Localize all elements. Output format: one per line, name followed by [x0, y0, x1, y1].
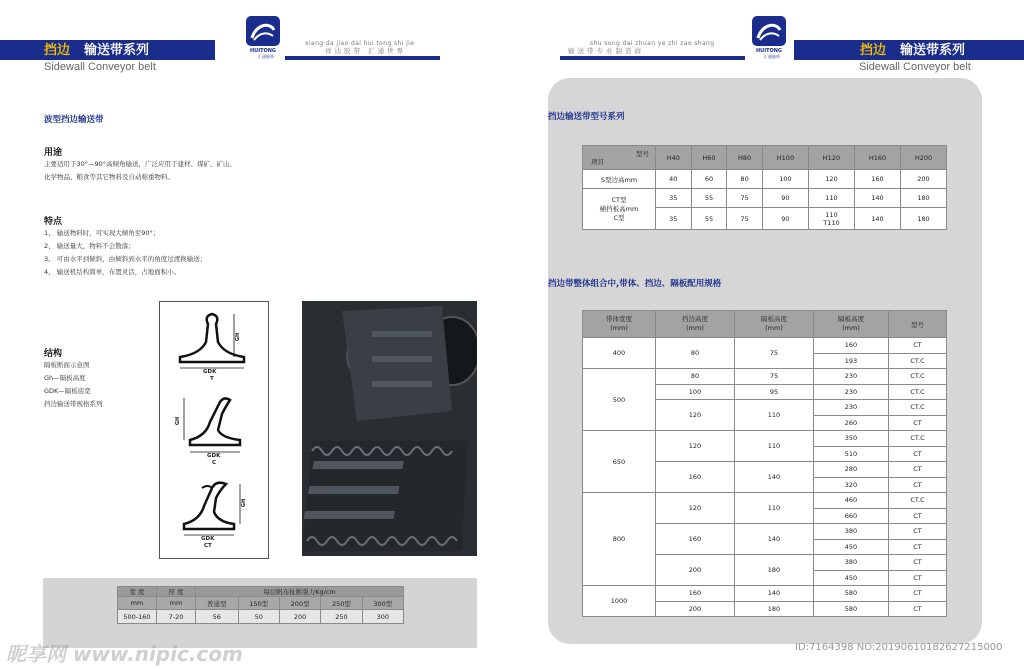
cleat-value-cell: 460 [814, 493, 889, 509]
belt-photo-illustration [302, 301, 477, 556]
model-table [582, 145, 947, 230]
value-cell: 160 [854, 170, 900, 189]
logo-caption: 汇通胶带 [764, 54, 780, 59]
table-row [583, 146, 947, 170]
value-cell: 80 [727, 170, 763, 189]
model-type-cell: CT [889, 477, 947, 493]
table-row [583, 586, 947, 602]
feature-item: 4、 输送机结构简单，布置灵活，占地面积小。 [44, 268, 181, 276]
sidewall-height-cell: 80 [656, 338, 735, 369]
unit-cell: mm [157, 597, 196, 610]
cleat-height-cell: 180 [735, 601, 814, 617]
value-cell: 35 [656, 189, 692, 208]
model-type-cell: CT [889, 570, 947, 586]
type-cell: 250型 [321, 597, 362, 610]
company-logo-right [752, 16, 792, 60]
structure-list [44, 359, 103, 411]
model-header: H60 [691, 146, 727, 170]
logo-wordmark: HUITONG [249, 48, 277, 54]
sidewall-belt-photo [302, 301, 477, 556]
model-type-cell: CT [889, 555, 947, 571]
header-cell: 隔板高度 (mm) [814, 311, 889, 338]
row-label: S型边高mm [583, 170, 656, 189]
title-highlight: 挡边 [860, 43, 887, 58]
cleat-height-cell: 140 [735, 462, 814, 493]
table-row [118, 610, 404, 624]
cleat-value-cell: 380 [814, 524, 889, 540]
features-list [44, 227, 206, 279]
model-type-cell: CT [889, 539, 947, 555]
model-type-cell: CT.C [889, 493, 947, 509]
cleat-height-cell: 110 [735, 431, 814, 462]
value-cell: 56 [196, 610, 239, 624]
belt-width-cell: 1000 [583, 586, 656, 617]
motto-right-pinyin: shu song dai zhuan ye zhi zao shang [590, 40, 715, 47]
use-line: 化学物品、粮食等其它物料及自动称重物料。 [44, 173, 174, 181]
motto-right-cn: 输送带专业制造商 [568, 47, 644, 55]
table-row [583, 369, 947, 385]
model-type-cell: CT.C [889, 431, 947, 447]
sidewall-height-cell: 200 [656, 601, 735, 617]
model-type-cell: CT.C [889, 369, 947, 385]
structure-item: 挡边输送带规格系列 [44, 400, 103, 408]
corner-top-label: 型号 [636, 150, 649, 158]
value-cell: 90 [762, 208, 808, 230]
model-header: H40 [656, 146, 692, 170]
model-type-cell: CT [889, 415, 947, 431]
cleat-height-cell: 95 [735, 384, 814, 400]
value-cell: 55 [691, 189, 727, 208]
value-line: 110 [825, 210, 838, 219]
feature-item: 3、 可由水平到倾斜，由倾斜到水平的角度过渡换输送； [44, 255, 207, 263]
right-subtitle: Sidewall Conveyor belt [859, 61, 971, 73]
table-row [583, 493, 947, 509]
model-type-cell: CT [889, 508, 947, 524]
label-line: C型 [613, 213, 625, 222]
value-cell: 300 [362, 610, 403, 624]
model-type-cell: CT [889, 601, 947, 617]
value-cell: 200 [279, 610, 320, 624]
corner-cell [583, 146, 656, 170]
cleat-value-cell: 260 [814, 415, 889, 431]
logo-wordmark: HUITONG [755, 48, 783, 54]
cleat-profile-diagram [159, 301, 269, 559]
value-cell: 110 [808, 189, 854, 208]
cleat-value-cell: 450 [814, 539, 889, 555]
structure-item: Gh—隔板高度 [44, 374, 86, 382]
belt-width-cell: 500 [583, 369, 656, 431]
cleat-value-cell: 580 [814, 601, 889, 617]
model-type-cell: CT [889, 338, 947, 354]
cleat-height-cell: 140 [735, 586, 814, 602]
belt-width-cell: 800 [583, 493, 656, 586]
cleat-profiles-figure [160, 302, 268, 558]
sidewall-height-cell: 160 [656, 524, 735, 555]
cleat-height-cell: 110 [735, 493, 814, 524]
cleat-value-cell: 450 [814, 570, 889, 586]
header-cell: 型号 [889, 311, 947, 338]
gdk-label: GDK [201, 536, 215, 542]
type-cell: 200型 [279, 597, 320, 610]
profile-t-label: T [210, 376, 214, 382]
cleat-height-cell: 110 [735, 400, 814, 431]
gdk-label: GDK [203, 369, 217, 375]
value-cell: 120 [808, 170, 854, 189]
value-cell: 40 [656, 170, 692, 189]
gdk-label: GDK [207, 453, 221, 459]
logo-caption: 汇通胶带 [258, 54, 274, 59]
model-type-cell: CT [889, 446, 947, 462]
value-cell: 500-160 [118, 610, 157, 624]
combo-spec-title: 挡边带整体组合中,带体、挡边、隔板配用规格 [548, 279, 722, 289]
sidewall-height-cell: 120 [656, 400, 735, 431]
type-cell: 普通型 [196, 597, 239, 610]
belt-width-cell: 400 [583, 338, 656, 369]
right-page-title [860, 41, 965, 61]
sidewall-height-cell: 160 [656, 462, 735, 493]
watermark: 昵享网 www.nipic.com [6, 642, 243, 666]
model-type-cell: CT.C [889, 384, 947, 400]
combo-spec-table [582, 310, 947, 617]
left-page-title [44, 41, 149, 61]
cleat-value-cell: 320 [814, 477, 889, 493]
title-main: 输送带系列 [900, 43, 966, 58]
title-highlight: 挡边 [44, 43, 71, 58]
value-cell: 180 [900, 189, 946, 208]
value-cell: 140 [854, 208, 900, 230]
sidewall-height-cell: 80 [656, 369, 735, 385]
value-cell: 55 [691, 208, 727, 230]
cleat-value-cell: 230 [814, 384, 889, 400]
table-row [583, 338, 947, 354]
gh-label: GH [235, 332, 242, 342]
use-heading: 用途 [44, 148, 63, 158]
header-cell: 每层帆布扯断强力Kg/cm [196, 587, 404, 597]
belt-width-cell: 650 [583, 431, 656, 493]
label-line: 横挡板高mm [599, 204, 639, 213]
motto-left-cn: 祥达胶带 汇通世界 [325, 47, 407, 55]
value-cell: 35 [656, 208, 692, 230]
table-row [583, 170, 947, 189]
product-title: 波型挡边输送带 [44, 115, 104, 125]
cleat-value-cell: 280 [814, 462, 889, 478]
corner-bottom-label: 项目 [591, 158, 604, 166]
value-cell: 60 [691, 170, 727, 189]
sidewall-height-cell: 200 [656, 555, 735, 586]
sidewall-height-cell: 100 [656, 384, 735, 400]
header-cell: 隔板高度 (mm) [735, 311, 814, 338]
image-id: ID:7164398 NO:20190610182627215000 [795, 642, 1003, 653]
left-subtitle: Sidewall Conveyor belt [44, 61, 156, 73]
model-header: H80 [727, 146, 763, 170]
structure-item: 隔板断面示意图 [44, 361, 90, 369]
value-cell: 90 [762, 189, 808, 208]
header-cell: 带体宽度 (mm) [583, 311, 656, 338]
table-row [583, 431, 947, 447]
value-cell: 50 [238, 610, 279, 624]
logo-icon [752, 16, 786, 50]
cleat-value-cell: 193 [814, 353, 889, 369]
model-header: H100 [762, 146, 808, 170]
cleat-value-cell: 350 [814, 431, 889, 447]
value-cell: 100 [762, 170, 808, 189]
cleat-value-cell: 160 [814, 338, 889, 354]
row-label [583, 189, 656, 230]
use-text [44, 158, 236, 184]
cleat-value-cell: 380 [814, 555, 889, 571]
profile-ct-label: CT [204, 543, 212, 549]
cleat-height-cell: 75 [735, 338, 814, 369]
value-cell: 140 [854, 189, 900, 208]
cleat-height-cell: 75 [735, 369, 814, 385]
type-cell: 150型 [238, 597, 279, 610]
model-series-title: 挡边输送带型号系列 [548, 112, 625, 122]
sidewall-height-cell: 120 [656, 431, 735, 462]
header-cell: 厚 度 [157, 587, 196, 597]
strength-table [117, 586, 404, 624]
cleat-value-cell: 660 [814, 508, 889, 524]
value-cell: 75 [727, 208, 763, 230]
value-cell: 180 [900, 208, 946, 230]
cleat-value-cell: 230 [814, 400, 889, 416]
company-logo [246, 16, 286, 60]
value-line: T110 [823, 218, 840, 227]
sidewall-height-cell: 160 [656, 586, 735, 602]
feature-item: 1、 输送物料时，可实现大倾角至90°； [44, 229, 160, 237]
header-cell: 宽 度 [118, 587, 157, 597]
value-cell [808, 208, 854, 230]
table-row [118, 587, 404, 597]
cleat-value-cell: 510 [814, 446, 889, 462]
header-divider-left [285, 56, 440, 60]
structure-heading: 结构 [44, 349, 63, 359]
gh-label: GH [175, 416, 182, 426]
gh-label: GH [241, 498, 248, 508]
model-type-cell: CT.C [889, 400, 947, 416]
cleat-height-cell: 140 [735, 524, 814, 555]
features-heading: 特点 [44, 217, 63, 227]
table-row [583, 311, 947, 338]
logo-icon [246, 16, 280, 50]
table-row [583, 189, 947, 208]
model-header: H160 [854, 146, 900, 170]
model-type-cell: CT [889, 586, 947, 602]
unit-cell: mm [118, 597, 157, 610]
header-cell: 挡边高度 (mm) [656, 311, 735, 338]
value-cell: 7-20 [157, 610, 196, 624]
profile-c-label: C [212, 460, 217, 466]
sidewall-height-cell: 120 [656, 493, 735, 524]
model-header: H200 [900, 146, 946, 170]
value-cell: 200 [900, 170, 946, 189]
value-cell: 250 [321, 610, 362, 624]
use-line: 主要适用于30°—90°高倾角输送，广泛应用于建材、煤矿、矿山、 [44, 160, 237, 168]
motto-left-pinyin: xiang da jiao dai hui tong shi jie [305, 40, 415, 47]
cleat-value-cell: 580 [814, 586, 889, 602]
table-row [118, 597, 404, 610]
structure-item: GDK—隔板底宽 [44, 387, 91, 395]
feature-item: 2、 输送量大，物料不会散落； [44, 242, 135, 250]
model-header: H120 [808, 146, 854, 170]
model-type-cell: CT [889, 524, 947, 540]
value-cell: 75 [727, 189, 763, 208]
model-type-cell: CT.C [889, 353, 947, 369]
model-type-cell: CT [889, 462, 947, 478]
title-main: 输送带系列 [84, 43, 150, 58]
cleat-value-cell: 230 [814, 369, 889, 385]
header-divider-right [560, 56, 745, 60]
cleat-height-cell: 180 [735, 555, 814, 586]
label-line: CT型 [611, 195, 627, 204]
type-cell: 300型 [362, 597, 403, 610]
